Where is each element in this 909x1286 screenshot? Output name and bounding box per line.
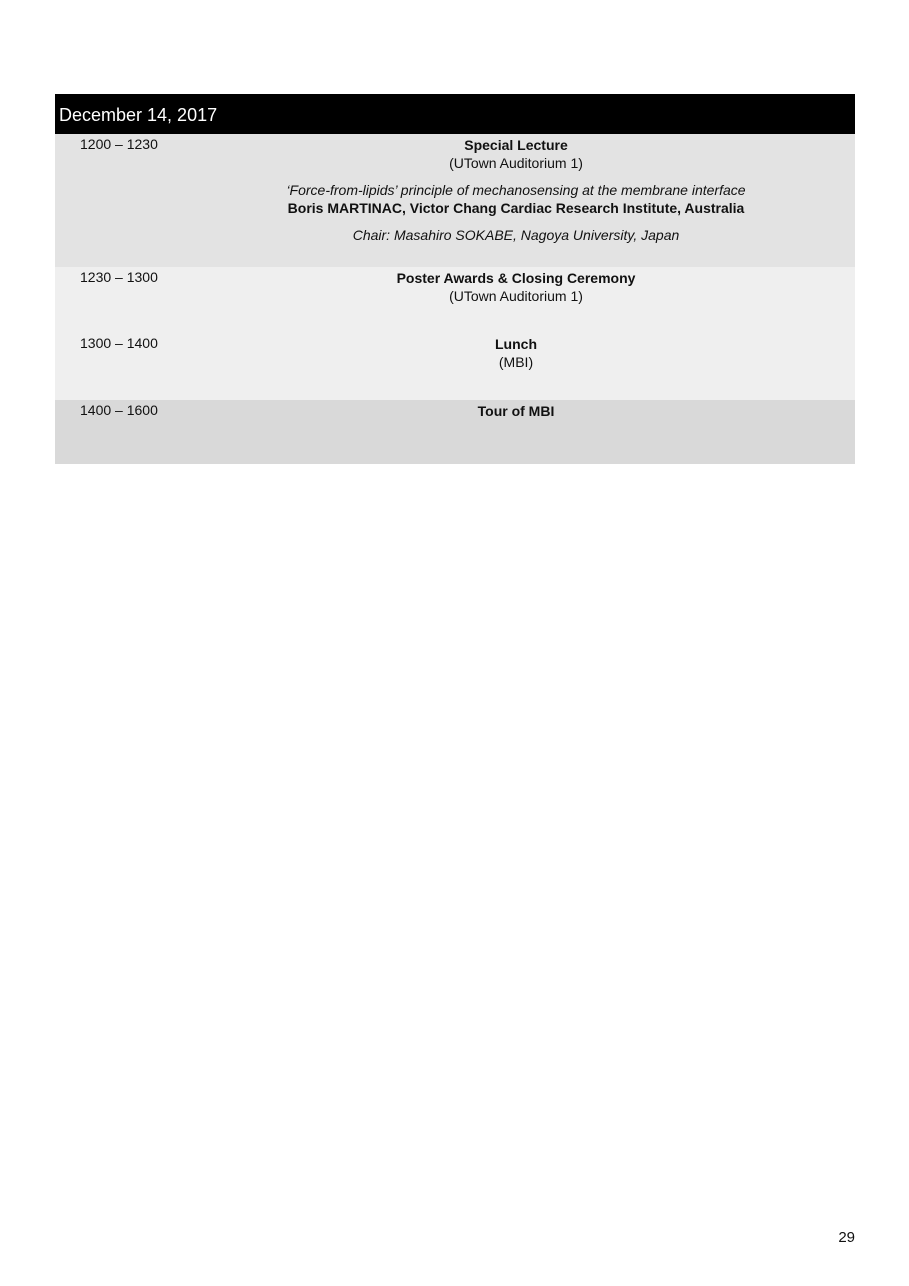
schedule-table [55,94,855,464]
session-details [235,402,797,420]
time-slot: 1300 – 1400 [80,335,158,351]
session-venue: (UTown Auditorium 1) [449,155,583,171]
time-slot: 1400 – 1600 [80,402,158,418]
date-header: December 14, 2017 [55,94,855,134]
time-slot: 1200 – 1230 [80,136,158,152]
session-title: Lunch [495,336,537,352]
session-details [235,136,797,244]
session-title: Tour of MBI [477,403,555,419]
page-number: 29 [838,1229,855,1246]
session-venue: (MBI) [498,354,534,370]
schedule-row-tour [55,400,855,464]
session-details [235,269,797,305]
session-details [235,335,797,371]
speaker: Boris MARTINAC, Victor Chang Cardiac Research Institute, Australia [287,200,745,216]
time-slot: 1230 – 1300 [80,269,158,285]
schedule-row-special-lecture [55,134,855,267]
talk-title: ‘Force-from-lipids’ principle of mechanosensing at the membrane interface [286,182,746,198]
session-title: Special Lecture [464,137,568,153]
schedule-row-closing-ceremony [55,267,855,333]
session-chair: Chair: Masahiro SOKABE, Nagoya University, Japan [352,227,680,243]
session-title: Poster Awards & Closing Ceremony [396,270,636,286]
schedule-row-lunch [55,333,855,400]
session-venue: (UTown Auditorium 1) [449,288,583,304]
